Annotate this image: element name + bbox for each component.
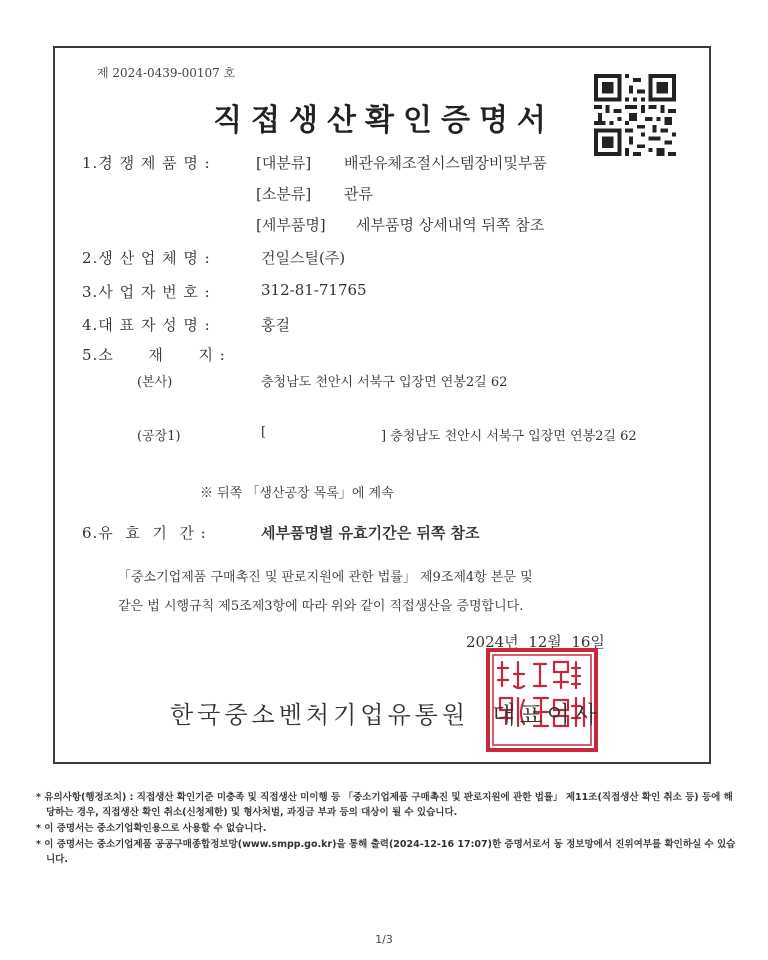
factory-address: ] 충청남도 천안시 서북구 입장면 연봉2길 62: [381, 429, 637, 444]
note-item: * 이 증명서는 중소기업확인용으로 사용할 수 없습니다.: [36, 823, 267, 834]
note-item: * 이 증명서는 중소기업제품 공공구매종합정보망(www.smpp.go.kr)을 통해 출력(2024-12-16 17:07)한 증명서로서 동 정보망에서 진위여부를 확인하실 수 있습니다.: [36, 839, 736, 865]
validity-value: 세부품명별 유효기간은 뒤쪽 참조: [261, 524, 480, 542]
statement-line-2: 같은 법 시행규칙 제5조제3항에 따라 위와 같이 직접생산을 증명합니다.: [118, 599, 524, 614]
issuer-name: 한국중소벤처기업유통원 대표이사: [170, 701, 602, 729]
hq-label: (본사): [137, 375, 173, 390]
continued-note: ※ 뒤쪽 「생산공장 목록」에 계속: [200, 486, 394, 501]
hq-address: 충청남도 천안시 서북구 입장면 연봉2길 62: [261, 375, 508, 390]
biz-no-label: 3.사 업 자 번 호 :: [82, 283, 211, 301]
biz-no: 312-81-71765: [261, 281, 367, 299]
factory-bracket: [: [261, 425, 267, 440]
certificate-number: 제 2024-0439-00107 호: [97, 66, 236, 80]
ceo-name: 홍걸: [261, 316, 290, 334]
validity-label: 6.유 효 기 간 :: [82, 524, 207, 542]
factory-label: (공장1): [137, 429, 181, 444]
category-minor-tag: [소분류]: [256, 185, 312, 203]
location-label: 5.소 재 지 :: [82, 346, 226, 364]
category-minor: 관류: [344, 185, 373, 203]
category-detail: 세부품명 상세내역 뒤쪽 참조: [356, 216, 545, 234]
company-name: 건일스틸(주): [261, 249, 346, 267]
issue-date: 2024년 12월 16일: [466, 633, 605, 651]
product-label: 1.경 쟁 제 품 명 :: [82, 154, 211, 172]
category-major: 배관유체조절시스템장비및부품: [344, 154, 547, 172]
statement-line-1: 「중소기업제품 구매촉진 및 판로지원에 관한 법률」 제9조제4항 본문 및: [118, 570, 533, 585]
category-detail-tag: [세부품명]: [256, 216, 326, 234]
page-indicator: 1/3: [375, 933, 393, 946]
ceo-label: 4.대 표 자 성 명 :: [82, 316, 211, 334]
category-major-tag: [대분류]: [256, 154, 312, 172]
page-title: 직접생산확인증명서: [213, 103, 555, 138]
company-label: 2.생 산 업 체 명 :: [82, 249, 211, 267]
note-item: * 유의사항(행정조치) : 직접생산 확인기준 미충족 및 직접생산 미이행 등 「중소기업제품 구매촉진 및 판로지원에 관한 법률」 제11조(직접생산 확인 취소 등) 등에 해당하는 경우, 직접생산 확인 취소(신청제한) 및 형사처벌, 과징금 부과 등의 대상이 될 수 있습니다.: [36, 792, 733, 818]
notes-section: [36, 790, 736, 868]
